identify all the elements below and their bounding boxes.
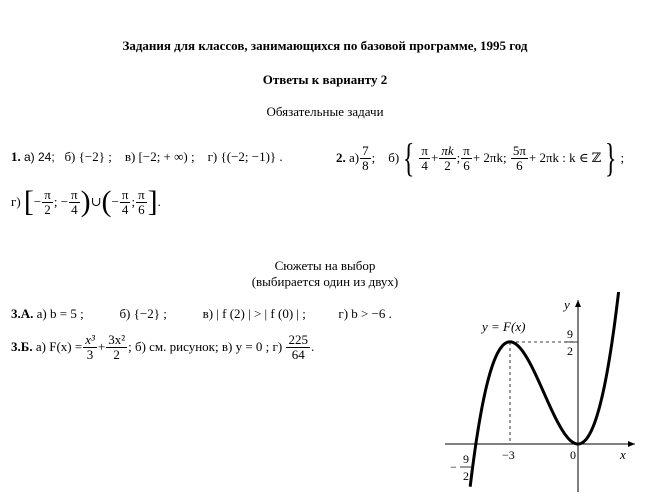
task-3b-number: 3.Б. — [11, 339, 33, 354]
y-bottom-minus: − — [450, 460, 457, 474]
x-tick-label: −3 — [502, 448, 515, 462]
fraction-denominator: 4 — [71, 201, 78, 217]
mandatory-heading: Обязательные задачи — [266, 104, 384, 119]
y-bottom-denominator: 2 — [463, 469, 469, 483]
fraction-denominator: 6 — [516, 157, 523, 173]
task-2-answers — [336, 136, 624, 180]
curve-label: y = F(x) — [482, 319, 526, 334]
fraction-numerator: π — [421, 142, 428, 158]
task-3a-g: г) b > −6 . — [338, 306, 392, 321]
function-graph — [440, 292, 645, 497]
fraction-denominator: 3 — [86, 346, 94, 362]
task-1-answers — [11, 149, 283, 165]
task-1-number: 1. — [11, 149, 21, 164]
fraction-numerator: π — [463, 142, 470, 158]
fraction-numerator: π — [138, 186, 145, 202]
variant-title: Ответы к варианту 2 — [262, 72, 388, 87]
task-3a-a: а) b = 5 ; — [36, 306, 84, 321]
g-fraction-2 — [69, 188, 80, 216]
plus-sign: + — [97, 339, 106, 354]
f1-fraction — [83, 333, 97, 361]
choice-heading: Сюжеты на выбор — [274, 258, 376, 273]
task-1-b: б) {−2} ; — [64, 149, 112, 164]
g-fraction-3 — [120, 188, 131, 216]
task-1-a: а) 24; — [24, 150, 55, 164]
f3-fraction — [286, 333, 310, 361]
term-2-fraction — [439, 144, 455, 172]
origin-label: 0 — [570, 448, 576, 462]
left-paren: ( — [101, 185, 112, 218]
left-square-bracket: [ — [23, 185, 34, 218]
fraction-denominator: 4 — [421, 157, 428, 173]
fraction-numerator: πk — [441, 142, 454, 158]
task-2-a-end: ; — [371, 150, 376, 165]
task-2-b-end: ; — [620, 150, 625, 165]
task-2-g-answer — [11, 180, 161, 224]
task-3a-v: в) | f (2) | > | f (0) | ; — [202, 306, 306, 321]
separator: ; — [456, 150, 461, 165]
task-1-v: в) [−2; + ∞) ; — [124, 149, 195, 164]
fraction-denominator: 64 — [291, 346, 305, 362]
y-axis-label: y — [564, 297, 570, 312]
separator: ; — [131, 194, 136, 209]
document-title: Задания для классов, занимающихся по базовой программе, 1995 год — [122, 38, 528, 53]
task-3b-end: . — [310, 339, 315, 354]
right-square-bracket: ] — [147, 185, 158, 218]
fraction-numerator: π — [71, 186, 78, 202]
y-bottom-numerator: 9 — [463, 452, 469, 466]
task-2-b-label: б) — [388, 150, 400, 165]
y-top-denominator: 2 — [567, 344, 573, 358]
right-paren: ) — [80, 185, 91, 218]
plus-sign: + — [430, 150, 439, 165]
task-3b-answers — [11, 327, 314, 367]
g-fraction-4 — [136, 188, 147, 216]
task-2-number: 2. — [336, 150, 346, 165]
task-3b-middle: ; б) см. рисунок; в) y = 0 ; г) — [128, 339, 283, 354]
task-3b-a-label: а) F(x) = — [35, 339, 83, 354]
task-1-g: г) {(−2; −1)} . — [207, 149, 283, 164]
fraction-numerator: π — [121, 186, 129, 202]
term-4-fraction — [511, 144, 528, 172]
x-axis-label: x — [620, 447, 626, 462]
fraction-numerator: 3x² — [108, 331, 126, 347]
fraction-denominator: 2 — [444, 157, 451, 173]
fraction-numerator: x³ — [85, 331, 95, 347]
task-3a-number: 3.А. — [11, 306, 34, 321]
y-axis-arrow — [575, 300, 581, 307]
union-symbol: ∪ — [90, 194, 102, 209]
task-3a-answers — [11, 306, 392, 322]
minus-sign: − — [111, 194, 119, 209]
fraction-denominator: 2 — [113, 346, 120, 362]
task-3a-b: б) {−2} ; — [119, 306, 167, 321]
y-top-numerator: 9 — [567, 327, 573, 341]
left-brace: { — [403, 135, 415, 180]
x-axis-arrow — [628, 441, 635, 447]
fraction-numerator: 225 — [288, 331, 308, 347]
fraction-denominator: 8 — [362, 157, 369, 173]
choice-subheading: (выбирается один из двух) — [251, 274, 399, 289]
fraction-numerator: 7 — [362, 142, 369, 158]
separator: ; − — [53, 194, 69, 209]
fraction-denominator: 6 — [138, 201, 145, 217]
task-2-g-end: . — [157, 194, 161, 209]
task-2-g-label: г) — [11, 194, 21, 209]
g-fraction-1 — [42, 188, 53, 216]
task-2-a-label: а) — [349, 150, 360, 165]
task-2-a-fraction — [360, 144, 371, 172]
term-1-fraction — [419, 144, 430, 172]
fraction-numerator: 5π — [512, 142, 526, 158]
right-brace: } — [605, 135, 617, 180]
minus-sign: − — [33, 194, 42, 209]
term-4-tail: + 2πk : k ∈ ℤ — [528, 150, 602, 165]
f2-fraction — [106, 333, 127, 361]
fraction-denominator: 4 — [121, 201, 129, 217]
fraction-denominator: 6 — [463, 157, 470, 173]
term-3-tail: + 2πk; — [472, 150, 507, 165]
fraction-numerator: π — [44, 186, 51, 202]
term-3-fraction — [461, 144, 472, 172]
fraction-denominator: 2 — [44, 201, 51, 217]
